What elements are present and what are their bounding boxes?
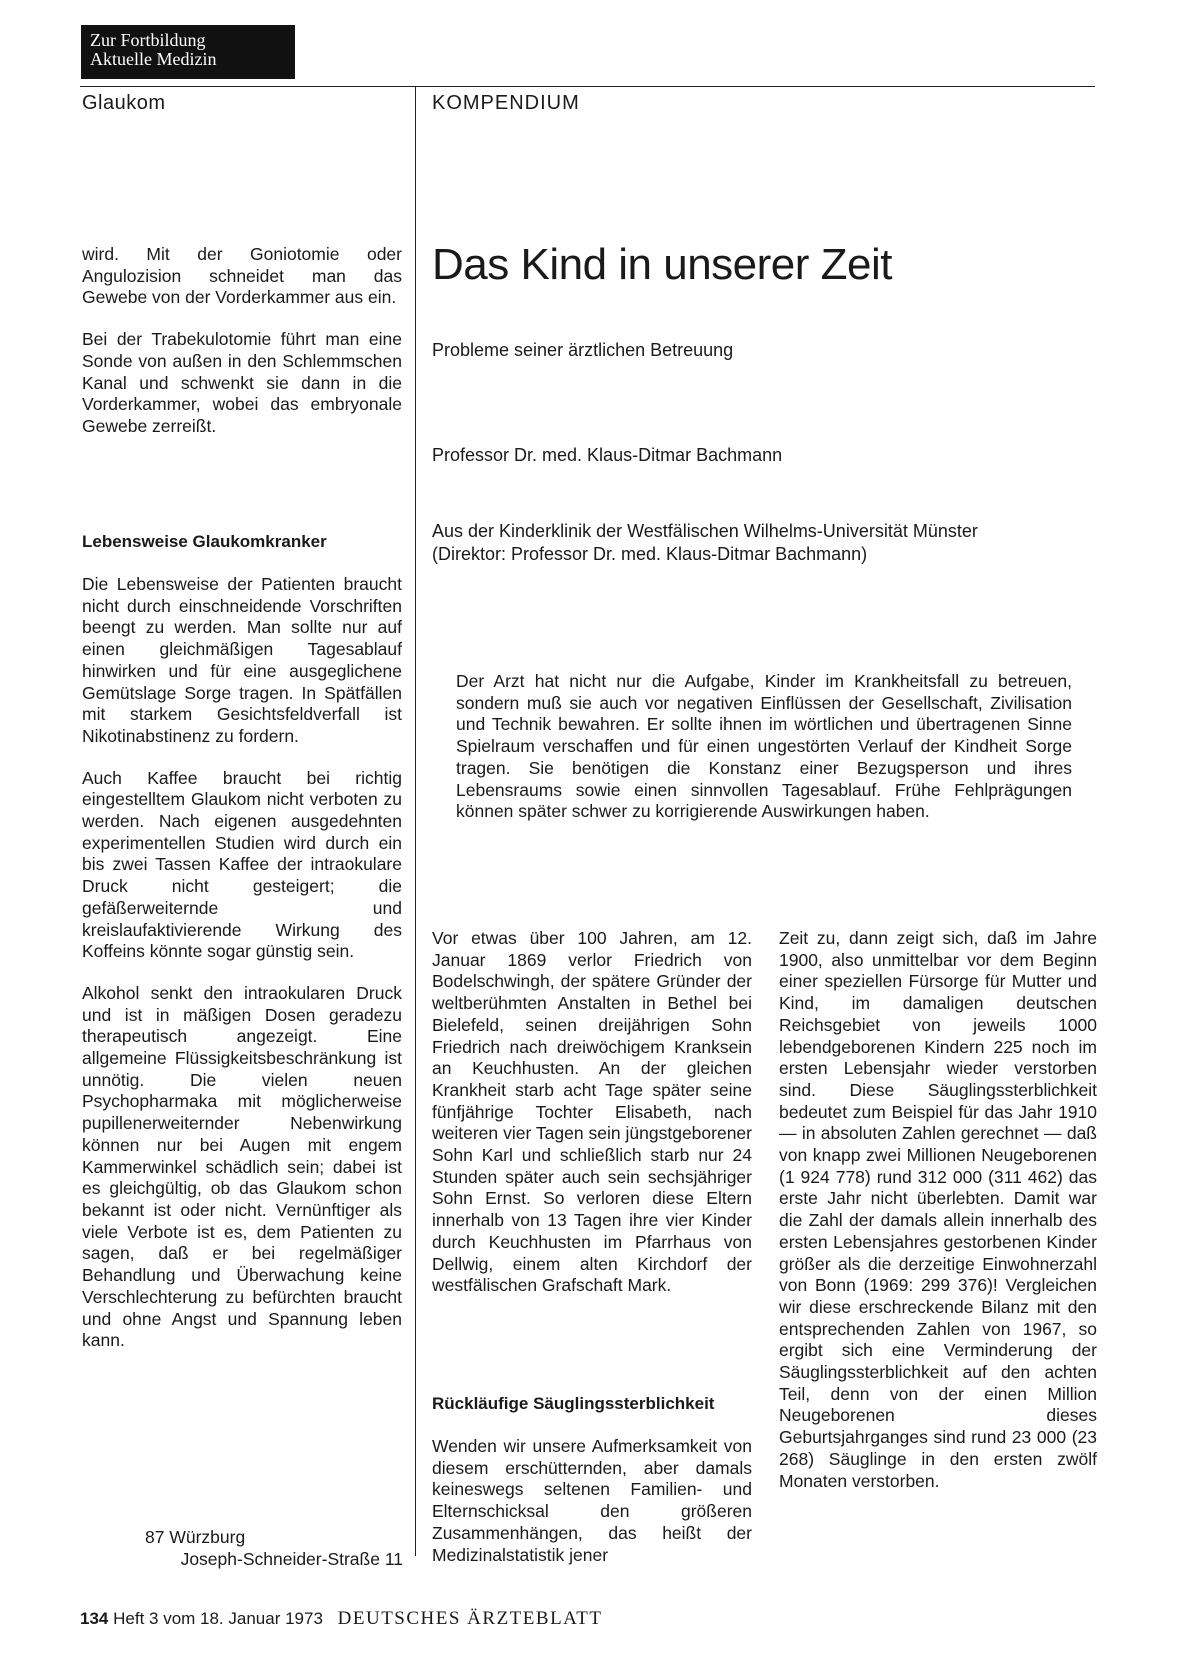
article-paragraph-3: Zeit zu, dann zeigt sich, daß im Jahre 1900, also unmittelbar vor dem Beginn einer speziellen Fürsorge für Mutter und Kind, im damaligen deutschen Reichsgebiet von jeweils 1000 lebendgeborenen Kindern 225 noch im ersten Lebensjahr wieder verstorben sind. Diese Säuglingssterblichkeit bedeutet zum Beispiel für das Jahr 1910 — in absoluten Zahlen gerechnet — daß von knapp zwei Millionen Neugeborenen (1 924 778) rund 312 000 (311 462) das erste Jahr nicht überlebten. Damit war die Zahl der damals allein innerhalb des ersten Lebensjahres gestorbenen Kinder größer als die derzeitige Einwohnerzahl von Bonn (1969: 299 376)! Vergleichen wir diese erschreckende Bilanz mit den entsprechenden Zahlen von 1967, so ergibt sich eine Verminderung der Säuglingssterblichkeit auf den achten Teil, denn von der einen Million Neugeborenen dieses Geburtsjahrganges sind rund 23 000 (23 268) Säuglinge in den ersten zwölf Monaten verstorben.: [779, 928, 1097, 1491]
address-line-1: 87 Würzburg: [145, 1527, 246, 1547]
badge-line-1: Zur Fortbildung: [90, 30, 206, 50]
article-affiliation: [432, 520, 1092, 566]
left-paragraph-3: Die Lebensweise der Patienten braucht nicht durch einschneidende Vorschriften beengt zu werden. Man sollte nur auf einen gleichmäßigen Tagesablauf hinwirken und für eine ausgeglichene Gemütslage Sorge tragen. In Spätfällen mit starkem Gesichtsfeldverfall ist Nikotinabstinenz zu fordern.: [82, 574, 402, 746]
article-column-2: [779, 928, 1097, 1492]
page-number: 134: [80, 1609, 109, 1628]
left-paragraph-4: Auch Kaffee braucht bei richtig eingestelltem Glaukom nicht verboten zu werden. Nach eigenen ausgedehnten experimentellen Studien wird durch ein bis zwei Tassen Kaffee der intraokulare Druck nicht gesteigert; die gefäßerweiternde und kreislaufaktivierende Wirkung des Koffeins könnte sogar günstig sein.: [82, 767, 402, 962]
left-paragraph-1: wird. Mit der Goniotomie oder Angulozision schneidet man das Gewebe von der Vorderkammer aus ein.: [82, 244, 402, 308]
left-column-body: [82, 574, 402, 1352]
left-paragraph-2: Bei der Trabekulotomie führt man eine Sonde von außen in den Schlemmschen Kanal und schwenkt sie dann in die Vorderkammer, wobei das embryonale Gewebe zerreißt.: [82, 329, 402, 436]
journal-name: DEUTSCHES ÄRZTEBLATT: [337, 1608, 603, 1629]
left-heading: Lebensweise Glaukomkranker: [82, 532, 327, 551]
article-paragraph-2: Wenden wir unsere Aufmerksamkeit von diesem erschütternden, aber damals keineswegs seltenen Familien- und Elternschicksal den größeren Zusammenhängen, das heißt der Medizinalstatistik jener: [432, 1436, 752, 1565]
section-badge: [81, 25, 295, 79]
address-line-2: Joseph-Schneider-Straße 11: [180, 1549, 403, 1569]
left-paragraph-5: Alkohol senkt den intraokularen Druck und ist in mäßigen Dosen geradezu therapeutisch angezeigt. Eine allgemeine Flüssigkeitsbeschränkung ist unnötig. Die vielen neuen Psychopharmaka mit möglicherweise pupillenerweiternder Nebenwirkung können nur bei Augen mit engem Kammerwinkel schädlich sein; dabei ist es gleichgültig, ob das Glaukom schon bekannt ist oder nicht. Vernünftiger als viele Verbote ist es, dem Patienten zu sagen, daß er bei regelmäßiger Behandlung und Überwachung keine Verschlechterung zu befürchten braucht und ohne Angst und Spannung leben kann.: [82, 982, 402, 1351]
author-address: [145, 1526, 403, 1570]
left-column: [82, 244, 402, 438]
article-author: Professor Dr. med. Klaus-Ditmar Bachmann: [432, 445, 783, 465]
page-footer: [80, 1608, 603, 1630]
issue-info: Heft 3 vom 18. Januar 1973: [113, 1609, 323, 1628]
section-label-right: KOMPENDIUM: [432, 92, 580, 114]
affiliation-line-2: (Direktor: Professor Dr. med. Klaus-Ditmar Bachmann): [432, 544, 868, 564]
section-label-left: Glaukom: [82, 92, 166, 114]
article-title: Das Kind in unserer Zeit: [432, 240, 892, 289]
article-column-1-cont: [432, 1436, 752, 1566]
header-rule: [80, 86, 1095, 87]
article-column-1: [432, 928, 752, 1297]
article-paragraph-1: Vor etwas über 100 Jahren, am 12. Januar 1869 verlor Friedrich von Bodelschwingh, der spätere Gründer der weltberühmten Anstalten in Bethel bei Bielefeld, seinen dreijährigen Sohn Friedrich nach dreiwöchigem Kranksein an Keuchhusten. An der gleichen Krankheit starb acht Tage später seine fünfjährige Tochter Elisabeth, nach weiteren vier Tagen sein jüngstgeborener Sohn Karl und schließlich starb nur 24 Stunden später auch sein sechsjähriger Sohn Ernst. So verloren diese Eltern innerhalb von 13 Tagen ihre vier Kinder durch Keuchhusten im Pfarrhaus von Dellwig, einem alten Kirchdorf der westfälischen Grafschaft Mark.: [432, 928, 752, 1296]
article-subheading: Rückläufige Säuglingssterblichkeit: [432, 1394, 715, 1413]
article-abstract: Der Arzt hat nicht nur die Aufgabe, Kinder im Krankheitsfall zu betreuen, sondern muß sie auch vor negativen Einflüssen der Gesellschaft, Zivilisation und Technik bewahren. Er sollte ihnen im wörtlichen und übertragenen Sinne Spielraum verschaffen und für einen ungestörten Verlauf der Kindheit Sorge tragen. Sie benötigen die Konstanz einer Bezugsperson und ihres Lebensraums sowie einen sinnvollen Tagesablauf. Frühe Fehlprägungen können später schwer zu korrigierende Auswirkungen haben.: [456, 671, 1072, 822]
column-divider: [415, 86, 416, 1556]
affiliation-line-1: Aus der Kinderklinik der Westfälischen Wilhelms-Universität Münster: [432, 521, 978, 541]
badge-line-2: Aktuelle Medizin: [90, 49, 217, 69]
article-subtitle: Probleme seiner ärztlichen Betreuung: [432, 340, 734, 360]
